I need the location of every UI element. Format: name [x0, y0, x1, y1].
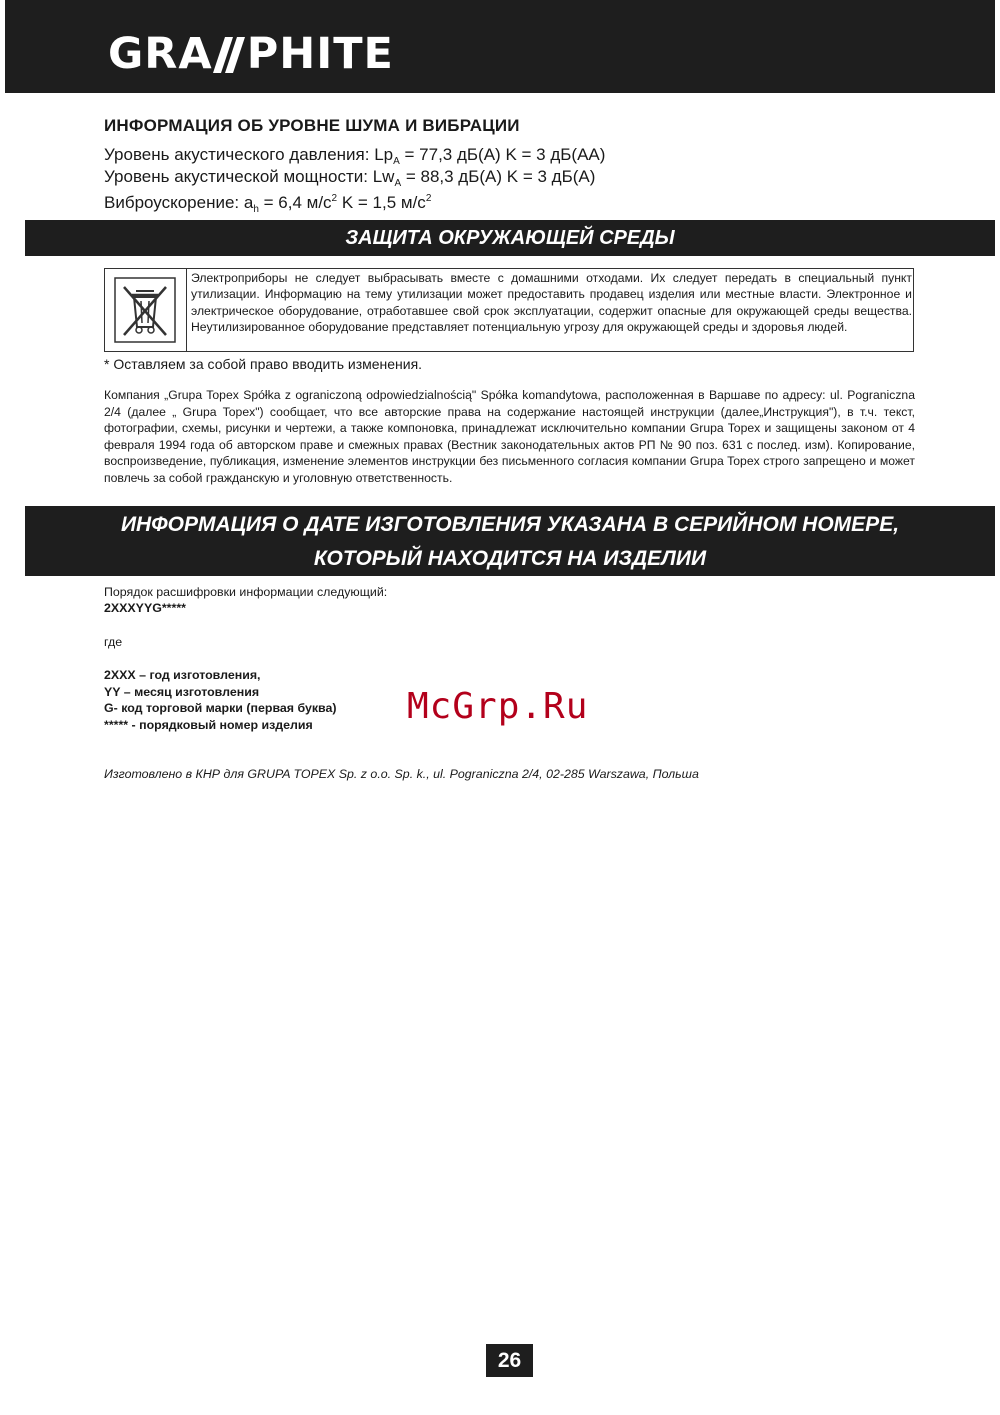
made-in-notice: Изготовлено в КНР для GRUPA TOPEX Sp. z o.o. Sp. k., ul. Pograniczna 2/4, 02-285 Warszawa, Польша: [104, 767, 699, 781]
vibration-sup-1: 2: [331, 193, 338, 204]
serial-code-format: 2XXXYYG*****: [104, 601, 186, 615]
sound-power-label: Уровень акустической мощности: Lw: [104, 167, 395, 186]
where-label: где: [104, 635, 123, 649]
vibration-sub: h: [253, 204, 259, 215]
vibration-k: K = 1,5 м/с: [337, 193, 426, 212]
weee-notice-text: Электроприборы не следует выбрасывать вместе с домашними отходами. Их следует передать в специальный пункт утилизации. Информацию на тему утилизации может предоставить продавец изделия или местные власти. Электронное и электрическое оборудование, отработавшее свой срок эксплуатации, содержит опасные для окружающей среды вещества. Неутилизированное оборудование представляет потенциальную угрозу для окружающей среды и здоровья людей.: [191, 271, 912, 334]
decoding-item-brand: G- код торговой марки (первая буква): [104, 701, 337, 715]
environment-title: ЗАЩИТА ОКРУЖАЮЩЕЙ СРЕДЫ: [345, 227, 675, 249]
decoding-intro: Порядок расшифровки информации следующий:: [104, 585, 388, 599]
vibration-sup-2: 2: [425, 193, 432, 204]
sound-power-value: = 88,3 дБ(A) K = 3 дБ(A): [401, 167, 596, 186]
reserve-note: * Оставляем за собой право вводить изменения.: [104, 356, 423, 372]
crossed-out-wheelie-bin-icon: [114, 277, 176, 343]
page-number: 26: [486, 1344, 533, 1377]
date-info-title-line-1: ИНФОРМАЦИЯ О ДАТЕ ИЗГОТОВЛЕНИЯ УКАЗАНА В СЕРИЙНОМ НОМЕРЕ,: [120, 513, 900, 536]
date-info-title-bar: [25, 506, 995, 576]
graphite-logo: [108, 29, 394, 79]
sound-pressure-label: Уровень акустического давления: Lp: [104, 145, 394, 164]
sound-power-sub: A: [394, 178, 402, 189]
vibration-value: = 6,4 м/с: [258, 193, 332, 212]
decoding-item-year: 2XXX – год изготовления,: [104, 668, 261, 682]
vibration-line: [104, 188, 431, 221]
watermark-text: McGrp.Ru: [407, 686, 589, 727]
weee-icon-cell: [105, 269, 187, 351]
vibration-label: Виброускорение: a: [104, 193, 254, 212]
environment-title-bar: [25, 220, 995, 256]
header-bar: [5, 0, 995, 93]
logo-text-right: PHITE: [246, 29, 394, 79]
sound-pressure-value: = 77,3 дБ(A) K = 3 дБ(AA): [399, 145, 606, 164]
noise-heading: ИНФОРМАЦИЯ ОБ УРОВНЕ ШУМА И ВИБРАЦИИ: [104, 116, 520, 135]
decoding-item-month: YY – месяц изготовления: [104, 685, 260, 699]
sound-pressure-sub: A: [393, 156, 400, 167]
date-info-title-line-2: КОТОРЫЙ НАХОДИТСЯ НА ИЗДЕЛИИ: [313, 547, 707, 570]
weee-notice-box: [104, 268, 914, 352]
decoding-item-serial: ***** - порядковый номер изделия: [104, 718, 313, 732]
graphite-slash-icon: [213, 37, 247, 73]
logo-text-left: GRA: [108, 29, 213, 79]
copyright-notice: Компания „Grupa Topex Spółka z ograniczoną odpowiedzialnością" Spółka komandytowa, расположенная в Варшаве по адресу: ul. Pograniczna 2/4 (далее „ Grupa Topex") сообщает, что все авторские права на содержание настоящей инструкции (далее„Инструкция"), в т.ч. текст, фотографии, схемы, рисунки и чертежи, а также компоновка, принадлежат исключительно компании Grupa Topex и защищены законом от 4 февраля 1994 года об авторском праве и смежных правах (Вестник законодательных актов РП № 90 поз. 631 с послед. изм). Копирование, воспроизведение, публикация, изменение элементов инструкции без письменного согласия компании Grupa Topex строго запрещено и может повлечь за собой гражданскую и уголовную ответственность.: [104, 388, 915, 485]
